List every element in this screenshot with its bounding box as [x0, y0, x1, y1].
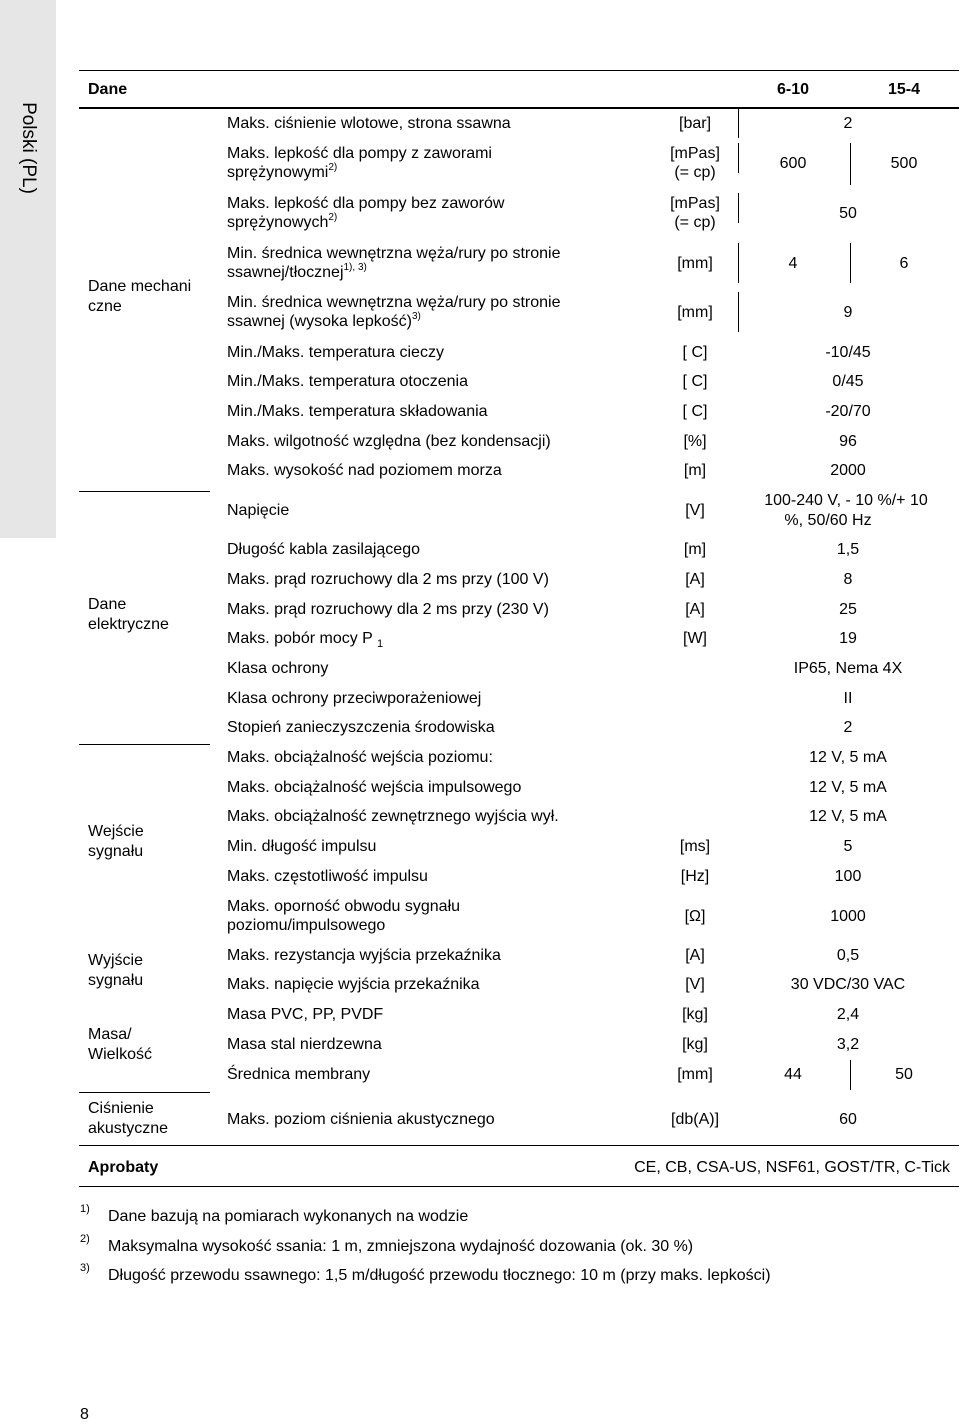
spec-value: 30 VDC/30 VAC: [790, 976, 906, 993]
spec-unit: [mPas]: [670, 145, 720, 162]
table-bottom-rule: [79, 1186, 959, 1187]
spec-name: Maks. obciążalność wejścia poziomu:: [227, 749, 493, 766]
group-mass-size: Masa/ Wielkość: [88, 1026, 153, 1063]
spec-name: Maks. częstotliwość impulsu: [227, 868, 428, 885]
spec-name: Min./Maks. temperatura otoczenia: [227, 373, 468, 390]
approvals-value: CE, CB, CSA-US, NSF61, GOST/TR, C-Tick: [634, 1159, 950, 1176]
page-number: 8: [80, 1406, 89, 1423]
col-divider: [738, 193, 739, 223]
spec-name: Masa stal nierdzewna: [227, 1036, 382, 1053]
spec-value-15-4: 50: [895, 1066, 913, 1083]
spec-value: 3,2: [836, 1036, 860, 1053]
spec-unit: [ C]: [682, 403, 708, 420]
spec-value: %, 50/60 Hz: [784, 512, 872, 529]
spec-name: Napięcie: [227, 502, 290, 519]
spec-unit: [V]: [685, 502, 705, 519]
spec-name: Stopień zanieczyszczenia środowiska: [227, 719, 495, 736]
footnote-ref: 2): [328, 211, 338, 223]
spec-unit: [kg]: [682, 1036, 708, 1053]
footnote-text: Dane bazują na pomiarach wykonanych na wodzie: [108, 1208, 469, 1225]
footnote-mark: 1): [80, 1203, 90, 1215]
spec-value-6-10: 4: [788, 255, 798, 272]
spec-name: Maks. prąd rozruchowy dla 2 ms przy (100 V): [227, 571, 549, 588]
spec-name: Maks. wysokość nad poziomem morza: [227, 462, 502, 479]
spec-value: 96: [839, 433, 857, 450]
col-divider: [738, 143, 739, 173]
spec-unit: [mm]: [677, 255, 713, 272]
spec-unit: [A]: [685, 947, 705, 964]
spec-value: 100: [834, 868, 862, 885]
spec-name: Min. długość impulsu: [227, 838, 377, 855]
spec-unit: [mm]: [677, 1066, 713, 1083]
language-sidebar: [0, 0, 56, 538]
spec-unit: (= cp): [674, 214, 716, 231]
spec-value-15-4: 6: [899, 255, 909, 272]
col-divider-models: [850, 243, 851, 283]
spec-name: Klasa ochrony przeciwporażeniowej: [227, 690, 482, 707]
spec-unit: [mm]: [677, 304, 713, 321]
spec-name: Min. średnica wewnętrzna węża/rury po stronie: [227, 245, 561, 262]
table-top-rule: [79, 70, 959, 71]
spec-unit: [Ω]: [684, 908, 706, 925]
group-sound-pressure: Ciśnienie akustyczne: [88, 1100, 169, 1137]
spec-value: 0/45: [832, 373, 864, 390]
spec-unit: [A]: [685, 571, 705, 588]
spec-unit: [ C]: [682, 344, 708, 361]
footnote-text: Maksymalna wysokość ssania: 1 m, zmniejszona wydajność dozowania (ok. 30 %): [108, 1238, 694, 1255]
spec-value: 50: [839, 205, 857, 222]
footnote-text: Długość przewodu ssawnego: 1,5 m/długość przewodu tłocznego: 10 m (przy maks. lepkości): [108, 1267, 771, 1284]
spec-value: 2: [843, 719, 853, 736]
spec-value: 12 V, 5 mA: [809, 779, 887, 796]
spec-unit: [bar]: [678, 115, 712, 132]
spec-name: Klasa ochrony: [227, 660, 329, 677]
spec-unit: [A]: [685, 601, 705, 618]
group-divider: [79, 1092, 210, 1093]
col-divider-models: [850, 1060, 851, 1090]
spec-unit: [Hz]: [680, 868, 710, 885]
spec-name: Maks. obciążalność wejścia impulsowego: [227, 779, 522, 796]
spec-value: 8: [843, 571, 853, 588]
spec-value: -20/70: [825, 403, 871, 420]
spec-name: Maks. oporność obwodu sygnału: [227, 898, 461, 915]
group-approvals: Aprobaty: [88, 1159, 159, 1176]
spec-name: Długość kabla zasilającego: [227, 541, 420, 558]
spec-value: 1000: [830, 908, 866, 925]
group-divider: [79, 491, 210, 492]
col-divider: [738, 292, 739, 332]
spec-name: sprężynowymi: [227, 164, 329, 181]
footnote-ref: 2): [328, 161, 338, 173]
spec-unit: [%]: [683, 433, 707, 450]
spec-name: Maks. pobór mocy P: [227, 630, 373, 647]
group-signal-input: Wejście sygnału: [88, 823, 144, 860]
spec-value: 60: [839, 1111, 857, 1128]
spec-name-subscript: 1: [377, 638, 384, 651]
spec-value: 1,5: [836, 541, 860, 558]
spec-value: 5: [843, 838, 853, 855]
footnote-mark: 2): [80, 1233, 90, 1245]
spec-value-6-10: 600: [779, 155, 807, 172]
spec-value: 0,5: [836, 947, 860, 964]
spec-unit: (= cp): [674, 164, 716, 181]
spec-name: Maks. lepkość dla pompy z zaworami: [227, 145, 492, 162]
spec-unit: [m]: [683, 541, 707, 558]
col-divider: [738, 243, 739, 283]
spec-unit: [db(A)]: [670, 1111, 720, 1128]
spec-name: Min. średnica wewnętrzna węża/rury po stronie: [227, 294, 561, 311]
spec-name: Maks. wilgotność względna (bez kondensacji): [227, 433, 551, 450]
footnote-ref: 3): [411, 310, 421, 322]
spec-name: poziomu/impulsowego: [227, 917, 386, 934]
footnote-ref: 1), 3): [343, 261, 367, 273]
spec-unit: [W]: [683, 630, 707, 647]
spec-name: ssawnej (wysoka lepkość): [227, 313, 412, 330]
spec-name: Maks. prąd rozruchowy dla 2 ms przy (230 V): [227, 601, 549, 618]
spec-value: II: [843, 690, 853, 707]
spec-name: ssawnej/tłocznej: [227, 264, 344, 281]
spec-unit: [ms]: [679, 838, 711, 855]
group-electrical: Dane elektryczne: [88, 596, 169, 633]
spec-name: Min./Maks. temperatura składowania: [227, 403, 488, 420]
group-divider: [79, 1145, 959, 1146]
spec-name: Min./Maks. temperatura cieczy: [227, 344, 444, 361]
spec-unit: [kg]: [682, 1006, 708, 1023]
spec-value: 12 V, 5 mA: [809, 808, 887, 825]
spec-name: Maks. rezystancja wyjścia przekaźnika: [227, 947, 501, 964]
spec-value: 12 V, 5 mA: [809, 749, 887, 766]
spec-unit: [V]: [685, 976, 705, 993]
col-divider-models: [850, 143, 851, 185]
spec-value: 2000: [830, 462, 866, 479]
spec-name: Średnica membrany: [227, 1066, 371, 1083]
group-mechanical: Dane mechani czne: [88, 278, 192, 315]
footnote-mark: 3): [80, 1262, 90, 1274]
spec-value: 9: [843, 304, 853, 321]
spec-name: Masa PVC, PP, PVDF: [227, 1006, 384, 1023]
spec-value: 100-240 V, - 10 %/+ 10: [764, 492, 928, 509]
spec-value: 2,4: [836, 1006, 860, 1023]
spec-value: 19: [839, 630, 857, 647]
spec-value-15-4: 500: [890, 155, 918, 172]
header-rule: [79, 107, 959, 109]
spec-name: Maks. ciśnienie wlotowe, strona ssawna: [227, 115, 511, 132]
spec-name: Maks. napięcie wyjścia przekaźnika: [227, 976, 480, 993]
spec-unit: [ C]: [682, 373, 708, 390]
spec-value: -10/45: [825, 344, 871, 361]
spec-unit: [mPas]: [670, 195, 720, 212]
col-divider: [738, 108, 739, 138]
header-data-label: Dane: [88, 81, 128, 98]
header-model-15-4: 15-4: [887, 81, 921, 98]
spec-name: sprężynowych: [227, 214, 329, 231]
group-divider: [79, 744, 210, 745]
spec-unit: [m]: [683, 462, 707, 479]
spec-value: IP65, Nema 4X: [793, 660, 903, 677]
header-model-6-10: 6-10: [776, 81, 810, 98]
spec-name: Maks. obciążalność zewnętrznego wyjścia wył.: [227, 808, 559, 825]
spec-value-6-10: 44: [784, 1066, 802, 1083]
spec-value: 25: [839, 601, 857, 618]
spec-name: Maks. lepkość dla pompy bez zaworów: [227, 195, 505, 212]
group-signal-output: Wyjście sygnału: [88, 952, 144, 989]
spec-name: Maks. poziom ciśnienia akustycznego: [227, 1111, 495, 1128]
language-tab-label: Polski (PL): [18, 102, 39, 194]
spec-value: 2: [843, 115, 853, 132]
